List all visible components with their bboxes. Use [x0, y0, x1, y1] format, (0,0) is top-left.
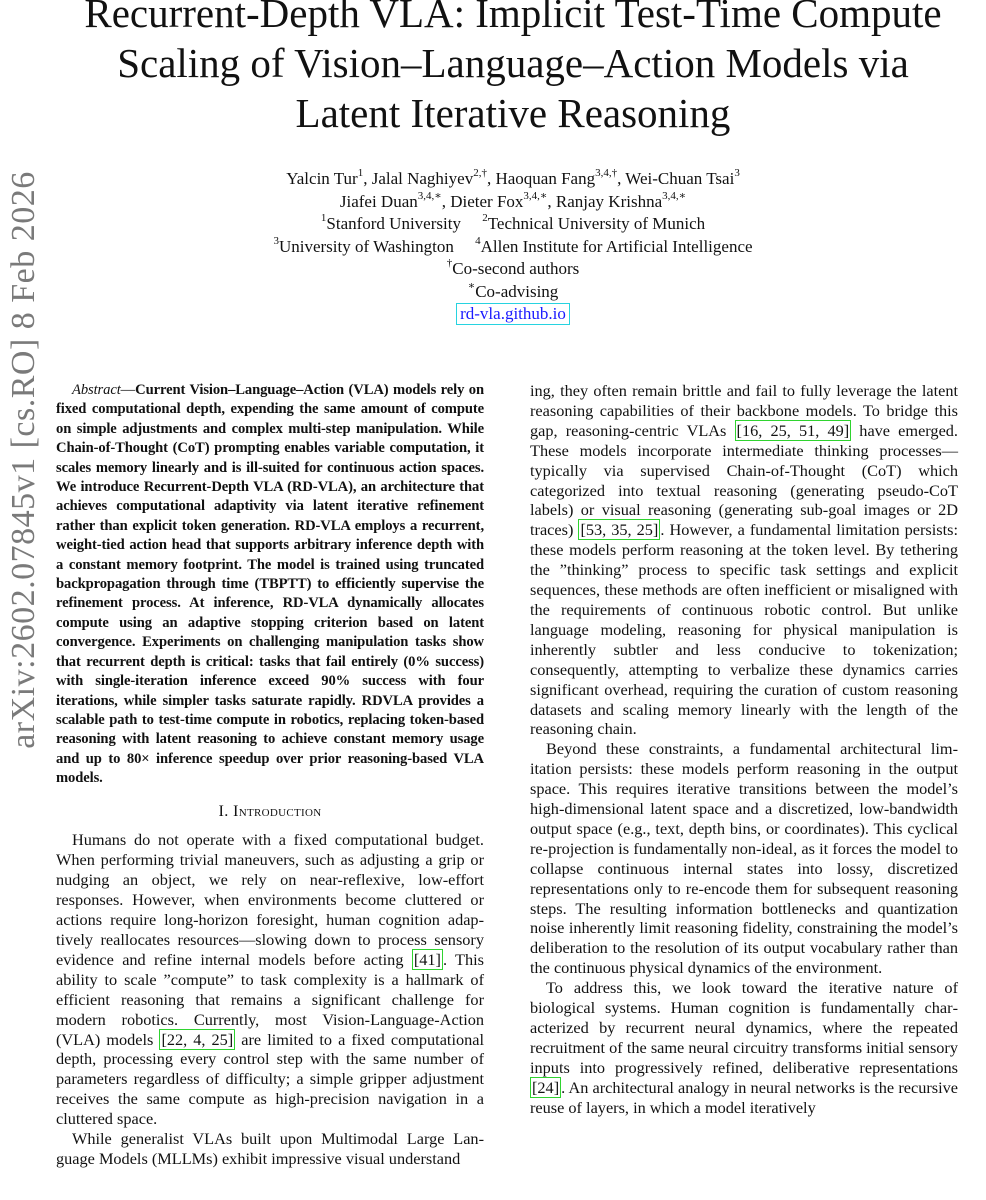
arxiv-identifier: arXiv:2602.07845v1 [cs.RO] 8 Feb 2026: [5, 171, 42, 749]
paragraph-text: . However, a fundamental limitation persists: these models perform reasoning at the token level. By tethering the ”thinking” process to specific task settings and explicit sequences, these methods are often inefficient or misaligned with the requirements of continuous robotic control. But unlike language modeling, reasoning for physical manipulation is inherently subtler and less conducive to tokenization; consequently, attempting to verbalize these dynamics carries significant overhead, requiring the curation of custom reasoning datasets and scaling memory linearly with the length of the reasoning chain.: [530, 520, 959, 739]
right-column: [530, 381, 958, 1118]
affiliation-line-1: [40, 213, 986, 236]
affiliation-line-2: [40, 236, 986, 259]
author-name: Jiafei Duan: [339, 191, 418, 211]
paragraph-text: ing, they often remain brittle and fail to fully leverage the latent reasoning capabilities of their backbone models. To bridge this gap, reasoning-centric VLAs: [530, 381, 958, 440]
author-sup: 3,4,†: [595, 167, 618, 180]
author-sep: ,: [363, 169, 372, 188]
author-sup: 3,4,∗: [417, 189, 442, 202]
author-sup: 1: [357, 167, 364, 180]
right-paragraph-1: [530, 381, 958, 739]
abstract: [56, 381, 484, 789]
co-advising-text: Co-advising: [475, 281, 559, 301]
abstract-dash: —: [120, 382, 136, 398]
citation-link[interactable]: [16, 25, 51, 49]: [736, 420, 850, 440]
affiliation-sup: 3: [273, 234, 279, 247]
author-sep: ,: [486, 169, 496, 188]
affiliation-uw: University of Washington: [278, 236, 454, 256]
project-link[interactable]: rd-vla.github.io: [456, 303, 570, 325]
author-sup: 3: [734, 167, 740, 180]
author-name: Dieter Fox: [450, 191, 524, 211]
right-paragraph-3: [530, 978, 958, 1117]
affiliation-sup: 2: [482, 212, 488, 225]
note-sup: ∗: [467, 279, 476, 292]
author-name: Wei-Chuan Tsai: [625, 169, 735, 188]
author-name: Ranjay Krishna: [555, 191, 663, 211]
author-sup: 2,†: [473, 167, 487, 180]
abstract-label: Abstract: [72, 382, 121, 398]
author-sup: 3,4,∗: [662, 189, 687, 202]
author-sep: ,: [441, 191, 451, 211]
author-sup: 3,4,∗: [523, 189, 548, 202]
author-line-2: [40, 191, 986, 214]
intro-paragraph-2: While generalist VLAs built upon Multimodal Large Language Models (MLLMs) exhibit impressive visual understand: [56, 1129, 484, 1168]
paragraph-text: have emerged. These models incorporate intermediate thinking processes—typically via supervised Chain-of-Thought (CoT) which categorized into textual reasoning (generating pseudo-CoT labels) or visual reasoning (generating sub-goal images or 2D traces): [530, 420, 959, 540]
co-second-note: [40, 258, 986, 281]
citation-link[interactable]: [41]: [413, 949, 441, 969]
affiliation-stanford: Stanford University: [326, 214, 461, 233]
affiliation-sup: 1: [320, 212, 327, 225]
paragraph-text: Humans do not operate with a fixed computational budget. When performing trivial maneuvers, such as adjusting a grip or nudging an object, we rely on near-reflexive, low-effort responses. However, when environments become cluttered or actions require long-horizon foresight, human cognition adaptively reallocates resources—slowing down to process sensory evidence and refine internal models before acting: [56, 830, 484, 969]
author-sep: ,: [547, 191, 556, 211]
affiliation-tum: Technical University of Munich: [487, 214, 706, 233]
title-line-2: Scaling of Vision–Language–Action Models via: [117, 40, 909, 86]
author-name: Haoquan Fang: [495, 169, 596, 188]
citation-link[interactable]: [24]: [532, 1077, 560, 1097]
paragraph-text: . This ability to scale ”compute” to task complexity is a hallmark of efficient reasoning that remains a significant challenge for modern robotics. Currently, most Vision-Language-Action (VLA) models: [56, 949, 484, 1049]
section-heading: I. Introduction: [218, 800, 322, 820]
project-link-row: [40, 303, 986, 326]
paper-title: [40, 0, 986, 138]
paragraph-text: To address this, we look toward the iterative nature of biological systems. Human cognition is fundamentally characterized by recurrent neural dynamics, where the repeated recruitment of the same neural circuitry transforms initial sensory inputs into progressively refined, deliberative representations: [530, 978, 958, 1077]
left-column: [56, 381, 484, 1169]
co-advising-note: [40, 281, 986, 304]
arxiv-side-stamp: [0, 0, 48, 920]
citation-link[interactable]: [53, 35, 25]: [580, 520, 659, 540]
note-sup: †: [446, 257, 453, 270]
title-line-3: Latent Iterative Reasoning: [295, 90, 731, 136]
citation-link[interactable]: [22, 4, 25]: [161, 1029, 234, 1049]
paragraph-text: are limited to a fixed computational depth, processing every control step with the same number of parameters regardless of difficulty; a simple gripper adjustment receives the same compute as high-precision navigation in a cluttered space.: [56, 1029, 485, 1129]
author-name: Yalcin Tur: [286, 169, 358, 188]
title-line-1: Recurrent-Depth VLA: Implicit Test-Time Compute: [84, 0, 942, 36]
affiliation-ai2: Allen Institute for Artificial Intelligence: [480, 236, 753, 256]
author-name: Jalal Naghiyev: [371, 169, 474, 188]
intro-paragraph-1: [56, 830, 484, 1129]
right-paragraph-2: Beyond these constraints, a fundamental architectural limitation persists: these models perform reasoning in the output space. This requires iterative transitions between the model’s high-dimensional latent space and a discretized, low-bandwidth output space (e.g., text, depth bins, or coordinates). This cyclical re-projection is fundamentally non-ideal, as it forces the model to collapse continuous internal states into lossy, discretized representations only to re-encode them for subsequent reasoning steps. The resulting information bottlenecks and quantization noise inherently limit reasoning fidelity, constraining the model’s deliberation to the resolution of its output vocabulary rather than the continuous physical dynamics of the environment.: [530, 739, 958, 978]
co-second-text: Co-second authors: [452, 259, 580, 278]
author-line-1: [40, 168, 986, 191]
affiliation-sup: 4: [475, 234, 481, 247]
author-sep: ,: [617, 169, 626, 188]
abstract-text: Current Vision–Language–Action (VLA) models rely on fixed computational depth, expending the same amount of compute on simple adjustments and complex multi-step manipulation. While Chain-of-Thought (CoT) prompting enables variable computation, it scales memory linearly and is ill-suited for continuous action spaces. We introduce Recurrent-Depth VLA (RD-VLA), an architecture that achieves computational adaptivity via latent iterative refinement rather than explicit token generation. RD-VLA employs a recurrent, weight-tied action head that supports arbitrary inference depth with a constant memory footprint. The model is trained using truncated backpropagation through time (TBPTT) to efficiently supervise the refinement process. At inference, RD-VLA dynamically allocates compute using an adaptive stopping criterion based on latent convergence. Experiments on challenging manipulation tasks show that recurrent depth is critical: tasks that fail entirely (0% success) with single-iteration inference exceed 90% success with four iterations, while simpler tasks saturate rapidly. RDVLA provides a scalable path to test-time compute in robotics, replacing token-based reasoning with latent reasoning to achieve constant memory usage and up to 80× inference speedup over prior reasoning-based VLA models.: [56, 382, 484, 787]
paragraph-text: . An architectural analogy in neural networks is the recursive reuse of layers, in which a model iteratively: [530, 1077, 958, 1117]
author-block: [40, 168, 986, 326]
